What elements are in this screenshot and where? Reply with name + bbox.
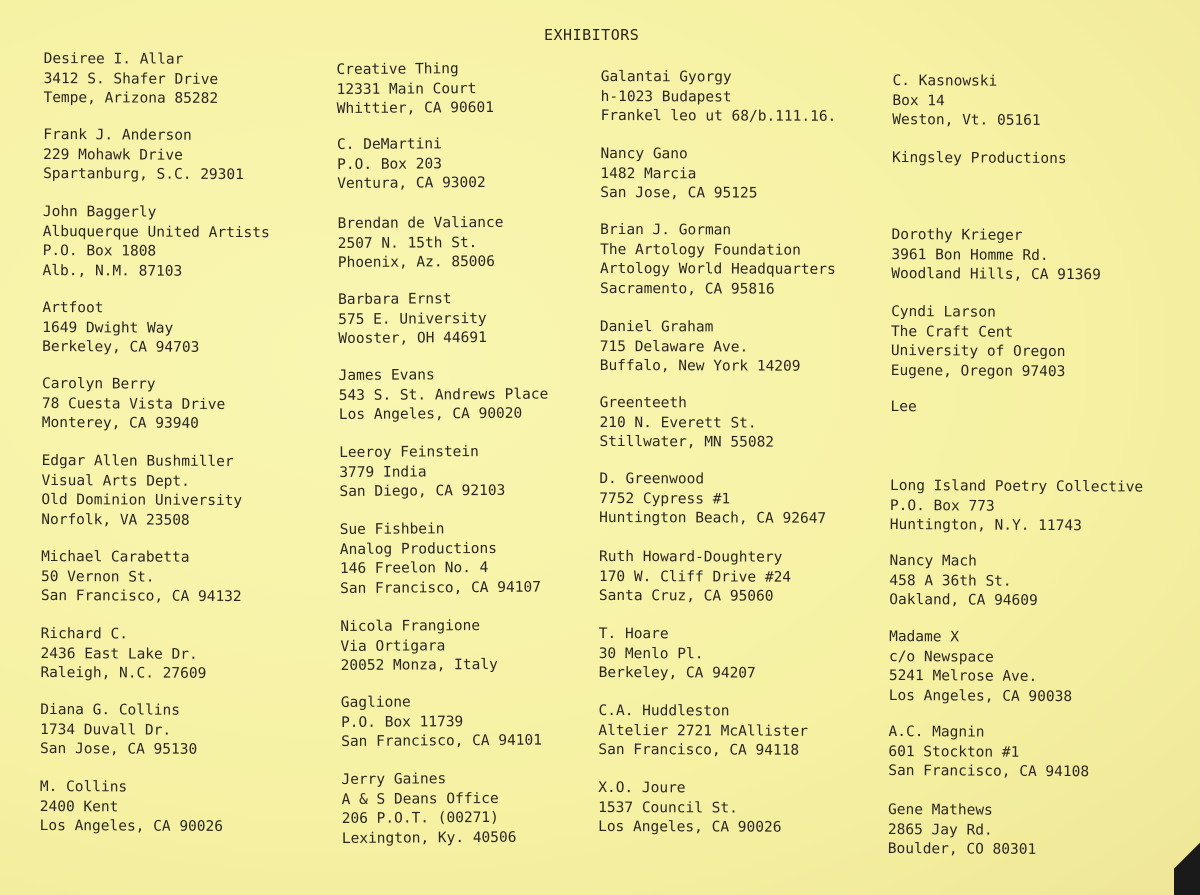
exhibitor-name: Gene Mathews	[888, 801, 993, 819]
exhibitor-address-line: c/o Newspace	[888, 648, 994, 666]
exhibitor-address-line: Box 14	[892, 92, 945, 109]
exhibitor-address-line: San Francisco, CA 94108	[888, 762, 1090, 781]
exhibitor-name: Galantai Gyorgy	[600, 68, 732, 86]
exhibitor-name: John Baggerly	[42, 203, 157, 221]
exhibitor-entry	[891, 226, 1101, 286]
exhibitor-entry	[599, 625, 756, 684]
exhibitor-address-line: 1537 Council St.	[598, 799, 738, 816]
exhibitor-address-line: 3961 Bon Homme Rd.	[891, 246, 1049, 264]
exhibitor-name: Gaglione	[340, 694, 411, 711]
exhibitor-entry	[599, 470, 826, 529]
page-title: EXHIBITORS	[544, 26, 640, 44]
exhibitor-entry	[600, 221, 836, 300]
exhibitor-entry	[888, 723, 1089, 783]
exhibitor-entry	[40, 778, 224, 837]
exhibitor-address-line: Ventura, CA 93002	[337, 174, 486, 192]
exhibitor-name: Madame X	[889, 628, 960, 646]
exhibitor-address-line: Los Angeles, CA 90020	[338, 405, 523, 423]
exhibitor-name: Greenteeth	[599, 394, 687, 412]
exhibitor-address-line: P.O. Box 11739	[340, 713, 464, 731]
exhibitor-address-line: 1482 Marcia	[600, 165, 697, 182]
exhibitor-address-line: Huntington Beach, CA 92647	[599, 509, 827, 527]
exhibitor-address-line: Spartanburg, S.C. 29301	[43, 165, 244, 184]
exhibitor-name: A.C. Magnin	[888, 723, 985, 741]
exhibitor-address-line: Via Ortigara	[340, 637, 446, 655]
exhibitor-address-line: Wooster, OH 44691	[338, 329, 487, 347]
exhibitor-address-line: 20052 Monza, Italy	[340, 656, 498, 674]
exhibitor-entry	[341, 693, 542, 753]
exhibitor-address-line: 146 Freelon No. 4	[339, 559, 489, 577]
exhibitor-entry	[338, 214, 504, 274]
exhibitor-address-line: 601 Stockton #1	[888, 743, 1020, 761]
exhibitor-address-line: University of Oregon	[890, 342, 1066, 361]
exhibitor-address-line: Huntington, N.Y. 11743	[889, 516, 1082, 535]
exhibitor-name: Nicola Frangione	[340, 618, 481, 635]
exhibitor-name: Frank J. Anderson	[43, 126, 192, 144]
exhibitor-address-line: Berkeley, CA 94207	[598, 664, 756, 682]
exhibitor-name: Brendan de Valiance	[337, 214, 504, 232]
exhibitor-name: X.O. Joure	[598, 779, 686, 797]
exhibitor-name: T. Hoare	[598, 625, 669, 643]
exhibitor-address-line: 2400 Kent	[39, 798, 119, 815]
exhibitor-entry	[598, 779, 782, 838]
exhibitor-address-line: h-1023 Budapest	[600, 88, 732, 105]
exhibitor-address-line: San Jose, CA 95130	[40, 740, 198, 758]
exhibitor-address-line: San Francisco, CA 94132	[40, 587, 242, 606]
exhibitor-name: Ruth Howard-Doughtery	[599, 548, 783, 566]
exhibitor-name: Long Island Poetry Collective	[889, 477, 1144, 496]
exhibitor-name: Edgar Allen Bushmiller	[41, 452, 234, 470]
exhibitor-name: Cyndi Larson	[891, 303, 996, 321]
exhibitor-entry	[599, 394, 774, 453]
exhibitor-address-line: Los Angeles, CA 90026	[598, 818, 782, 836]
exhibitor-name: Daniel Graham	[599, 318, 714, 336]
exhibitor-name: Kingsley Productions	[891, 149, 1067, 168]
exhibitor-address-line: San Francisco, CA 94107	[340, 579, 541, 597]
exhibitor-address-line: 1734 Duvall Dr.	[40, 721, 172, 739]
exhibitor-address-line: 210 N. Everett St.	[599, 414, 757, 432]
exhibitor-address-line: 1649 Dwight Way	[42, 319, 174, 337]
exhibitor-address-line: Phoenix, Az. 85006	[337, 253, 496, 271]
exhibitor-address-line: Whittier, CA 90601	[336, 99, 494, 117]
exhibitor-entry	[340, 617, 498, 677]
exhibitor-entry	[42, 375, 226, 434]
exhibitor-address-line: Frankel leo ut 68/b.111.16.	[600, 107, 837, 125]
exhibitor-address-line: Old Dominion University	[41, 491, 243, 510]
exhibitor-entry	[338, 290, 487, 350]
exhibitor-address-line: Altelier 2721 McAllister	[598, 722, 808, 740]
exhibitor-address-line: San Francisco, CA 94101	[341, 732, 543, 750]
exhibitor-address-line: San Jose, CA 95125	[600, 184, 758, 202]
exhibitor-entry	[42, 299, 199, 358]
exhibitor-name: Richard C.	[40, 625, 129, 643]
exhibitor-entry	[889, 628, 1073, 707]
exhibitor-name: Michael Carabetta	[41, 548, 190, 566]
exhibitor-address-line: 3412 S. Shafer Drive	[43, 70, 219, 88]
exhibitor-entry	[890, 398, 916, 418]
exhibitor-address-line: Los Angeles, CA 90038	[888, 687, 1073, 705]
exhibitor-address-line: The Artology Foundation	[600, 241, 801, 259]
exhibitor-address-line: 2865 Jay Rd.	[887, 821, 993, 839]
exhibitor-name: Desiree I. Allar	[43, 50, 184, 68]
exhibitor-name: Jerry Gaines	[341, 771, 447, 788]
exhibitor-name: Creative Thing	[336, 61, 459, 78]
exhibitor-address-line: 170 W. Cliff Drive #24	[598, 568, 792, 586]
exhibitor-entry	[888, 801, 1037, 860]
exhibitor-address-line: 50 Vernon St.	[40, 568, 155, 586]
exhibitor-name: Leeroy Feinstein	[339, 444, 479, 461]
exhibitor-address-line: Visual Arts Dept.	[41, 472, 190, 490]
exhibitor-address-line: Oakland, CA 94609	[889, 591, 1038, 609]
exhibitor-name: James Evans	[338, 367, 435, 384]
exhibitor-address-line: 575 E. University	[338, 310, 487, 328]
exhibitor-entry	[40, 701, 197, 760]
exhibitor-address-line: Lexington, Ky. 40506	[341, 829, 517, 847]
exhibitor-address-line: Los Angeles, CA 90026	[39, 817, 224, 835]
page-corner-shadow	[1174, 825, 1200, 895]
exhibitor-address-line: Weston, Vt. 05161	[892, 111, 1041, 129]
exhibitor-address-line: 2507 N. 15th St.	[337, 234, 478, 252]
exhibitor-entry	[43, 203, 270, 282]
exhibitor-address-line: Stillwater, MN 55082	[599, 433, 775, 451]
exhibitor-name: M. Collins	[39, 778, 128, 796]
exhibitor-name: Dorothy Krieger	[891, 226, 1023, 244]
exhibitor-entry	[339, 366, 549, 426]
exhibitor-name: Sue Fishbein	[339, 521, 445, 538]
exhibitor-address-line: 5241 Melrose Ave.	[888, 667, 1038, 685]
exhibitor-address-line: Raleigh, N.C. 27609	[40, 664, 207, 682]
exhibitor-entry	[341, 770, 516, 849]
exhibitor-entry	[336, 60, 494, 120]
exhibitor-address-line: 12331 Main Court	[336, 80, 477, 98]
exhibitor-name: Carolyn Berry	[41, 375, 156, 393]
exhibitor-entry	[339, 443, 505, 503]
exhibitor-entry	[600, 318, 801, 377]
exhibitor-entry	[889, 552, 1038, 611]
exhibitor-address-line: 30 Menlo Pl.	[598, 645, 704, 662]
exhibitor-entry	[890, 477, 1144, 537]
exhibitor-address-line: Tempe, Arizona 85282	[43, 89, 219, 107]
exhibitor-name: C.A. Huddleston	[598, 702, 730, 720]
exhibitor-entry	[41, 452, 242, 531]
exhibitor-address-line: Alb., N.M. 87103	[42, 262, 183, 280]
exhibitor-address-line: 229 Mohawk Drive	[43, 146, 183, 164]
exhibitor-entry	[43, 50, 218, 109]
exhibitor-entry	[891, 303, 1066, 382]
exhibitor-name: Artfoot	[42, 299, 104, 317]
exhibitor-address-line: Sacramento, CA 95816	[599, 280, 775, 298]
exhibitor-name: D. Greenwood	[599, 470, 705, 488]
exhibitor-name: C. Kasnowski	[892, 72, 998, 90]
exhibitor-entry	[598, 702, 808, 761]
exhibitor-address-line: Eugene, Oregon 97403	[890, 362, 1066, 380]
exhibitor-address-line: A & S Deans Office	[341, 790, 499, 808]
exhibitor-entry	[337, 135, 486, 195]
exhibitor-address-line: 543 S. St. Andrews Place	[338, 386, 549, 404]
exhibitor-name: Brian J. Gorman	[600, 221, 732, 239]
exhibitor-name: Diana G. Collins	[40, 701, 181, 719]
exhibitor-name: Barbara Ernst	[338, 291, 452, 308]
exhibitor-address-line: San Francisco, CA 94118	[598, 741, 800, 759]
exhibitor-address-line: 206 P.O.T. (00271)	[341, 809, 499, 827]
exhibitor-entry	[892, 72, 1041, 131]
exhibitor-address-line: Monterey, CA 93940	[41, 414, 199, 432]
exhibitor-address-line: Albuquerque United Artists	[42, 223, 270, 241]
exhibitor-address-line: 458 A 36th St.	[889, 572, 1012, 590]
exhibitor-address-line: The Craft Cent	[890, 323, 1014, 341]
exhibitor-address-line: 7752 Cypress #1	[599, 490, 731, 507]
exhibitor-address-line: 78 Cuesta Vista Drive	[41, 395, 226, 413]
exhibitor-address-line: San Diego, CA 92103	[339, 482, 506, 500]
exhibitor-address-line: Boulder, CO 80301	[887, 840, 1037, 858]
exhibitor-address-line: P.O. Box 1808	[42, 242, 157, 260]
exhibitor-entry	[43, 126, 244, 186]
exhibitor-entry	[601, 68, 837, 127]
exhibitor-name: Nancy Gano	[600, 145, 688, 163]
exhibitor-entry	[600, 145, 757, 204]
exhibitor-entry	[40, 625, 206, 684]
exhibitor-address-line: P.O. Box 203	[337, 155, 442, 173]
exhibitor-name: Lee	[890, 398, 917, 416]
exhibitor-entry	[599, 548, 791, 607]
exhibitor-name: C. DeMartini	[336, 136, 442, 153]
exhibitor-address-line: Analog Productions	[339, 540, 498, 558]
exhibitor-address-line: P.O. Box 773	[889, 497, 995, 515]
exhibitor-address-line: 2436 East Lake Dr.	[40, 645, 198, 663]
exhibitor-address-line: Santa Cruz, CA 95060	[598, 587, 774, 605]
exhibitor-entry	[41, 548, 242, 608]
exhibitor-address-line: 3779 India	[339, 463, 427, 481]
exhibitor-address-line: 715 Delaware Ave.	[599, 338, 749, 356]
exhibitor-name: Nancy Mach	[889, 552, 977, 570]
exhibitor-entry	[340, 520, 541, 599]
exhibitor-entry	[892, 149, 1067, 170]
exhibitor-address-line: Norfolk, VA 23508	[41, 511, 190, 529]
exhibitor-address-line: Buffalo, New York 14209	[599, 357, 801, 375]
exhibitor-address-line: Berkeley, CA 94703	[42, 338, 200, 356]
exhibitor-address-line: Woodland Hills, CA 91369	[891, 265, 1101, 284]
exhibitor-address-line: Artology World Headquarters	[600, 260, 836, 278]
